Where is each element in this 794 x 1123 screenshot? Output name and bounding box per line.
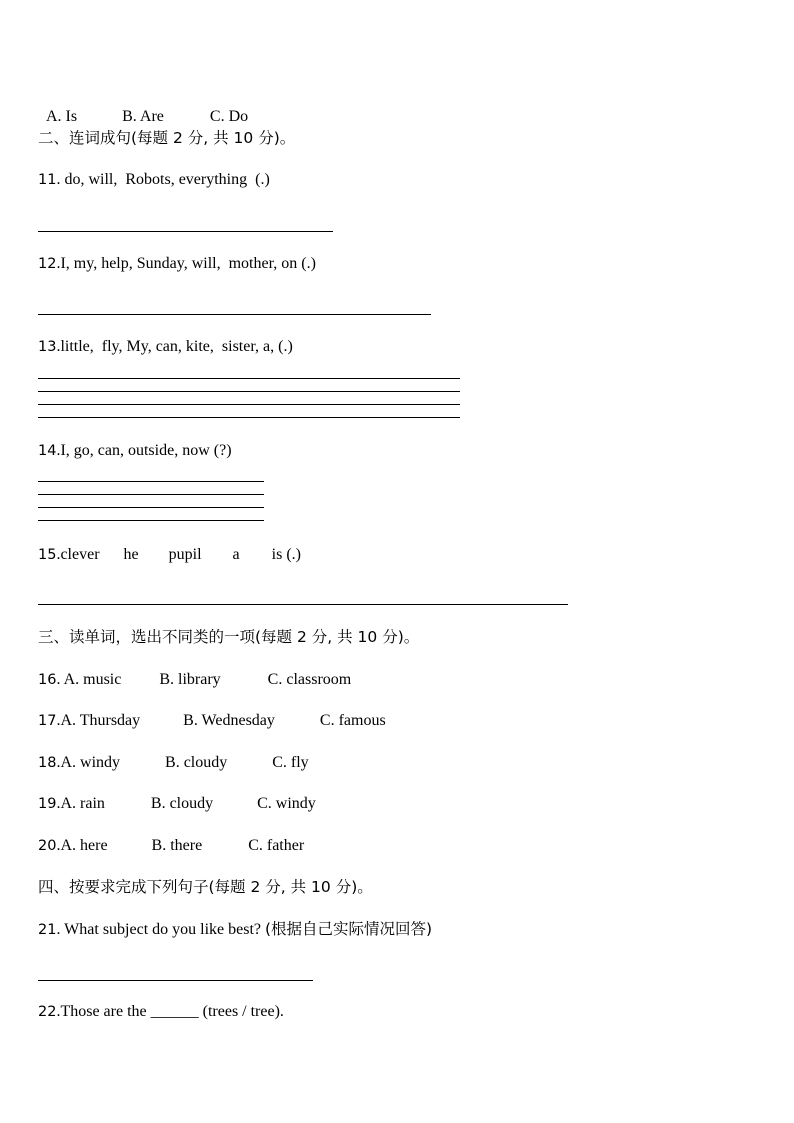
- question-note: (根据自己实际情况回答): [265, 920, 433, 938]
- word: pupil: [168, 546, 202, 563]
- answer-line-14d[interactable]: [38, 520, 264, 521]
- q10-options: [38, 87, 248, 127]
- option-b: B. Wednesday: [183, 712, 275, 729]
- option-c: C. father: [248, 837, 305, 854]
- question-number: 11: [38, 172, 57, 188]
- option-c: C. windy: [257, 795, 316, 812]
- answer-line-14a[interactable]: [38, 481, 264, 482]
- answer-line-11[interactable]: [38, 231, 333, 232]
- answer-line-14b[interactable]: [38, 494, 264, 495]
- question-text: . What subject do you like best?: [56, 921, 265, 938]
- question-number: 20: [38, 838, 57, 854]
- question-number: 21: [38, 922, 57, 938]
- question-15: [38, 545, 301, 565]
- option-a: .A. here: [56, 837, 108, 854]
- answer-line-15[interactable]: [38, 604, 568, 605]
- question-text: .Those are the ______ (trees / tree).: [56, 1003, 284, 1020]
- option-c: C. classroom: [267, 671, 352, 688]
- answer-line-13c[interactable]: [38, 404, 460, 405]
- question-number: 12: [38, 256, 57, 272]
- word: .clever: [56, 546, 100, 563]
- question-number: 16: [38, 672, 57, 688]
- question-number: 18: [38, 755, 57, 771]
- section-2-title: 二、连词成句(每题 2 分, 共 10 分)。: [38, 129, 296, 147]
- question-16: [38, 670, 351, 690]
- option-a: . A. music: [56, 671, 122, 688]
- option-c: C. famous: [319, 712, 386, 729]
- question-text: .I, go, can, outside, now (?): [56, 442, 232, 459]
- section-4-title: 四、按要求完成下列句子(每题 2 分, 共 10 分)。: [38, 878, 373, 896]
- answer-line-13a[interactable]: [38, 378, 460, 379]
- option-b: B. there: [151, 837, 203, 854]
- section-3-title: 三、读单词，选出不同类的一项(每题 2 分, 共 10 分)。: [38, 628, 420, 646]
- question-12: [38, 254, 316, 274]
- question-text: .I, my, help, Sunday, will, mother, on (.): [56, 255, 316, 272]
- question-19: [38, 794, 316, 814]
- option-b: B. cloudy: [150, 795, 214, 812]
- option-a: .A. rain: [56, 795, 105, 812]
- question-11: [38, 170, 270, 190]
- question-number: 22: [38, 1004, 57, 1020]
- question-20: [38, 836, 304, 856]
- question-number: 15: [38, 547, 57, 563]
- question-18: [38, 753, 309, 773]
- answer-line-13d[interactable]: [38, 417, 460, 418]
- q10-option-c: C. Do: [209, 108, 249, 125]
- question-21: [38, 919, 432, 940]
- answer-line-13b[interactable]: [38, 391, 460, 392]
- word: he: [123, 546, 139, 563]
- question-number: 17: [38, 713, 57, 729]
- word: a: [232, 546, 240, 563]
- answer-line-12[interactable]: [38, 314, 431, 315]
- word: is (.): [271, 546, 301, 563]
- question-22: [38, 1002, 284, 1022]
- option-a: .A. windy: [56, 754, 121, 771]
- question-14: [38, 441, 232, 461]
- question-13: [38, 337, 293, 357]
- question-number: 13: [38, 339, 57, 355]
- question-number: 19: [38, 796, 57, 812]
- question-text: .little, fly, My, can, kite, sister, a, (.): [56, 338, 293, 355]
- answer-line-21[interactable]: [38, 980, 313, 981]
- option-a: .A. Thursday: [56, 712, 141, 729]
- answer-line-14c[interactable]: [38, 507, 264, 508]
- q10-option-b: B. Are: [122, 108, 164, 125]
- option-b: B. library: [159, 671, 221, 688]
- q10-option-a: A. Is: [46, 108, 78, 125]
- question-17: [38, 711, 386, 731]
- option-c: C. fly: [272, 754, 309, 771]
- option-b: B. cloudy: [165, 754, 228, 771]
- question-number: 14: [38, 443, 57, 459]
- question-text: . do, will, Robots, everything (.): [56, 171, 270, 188]
